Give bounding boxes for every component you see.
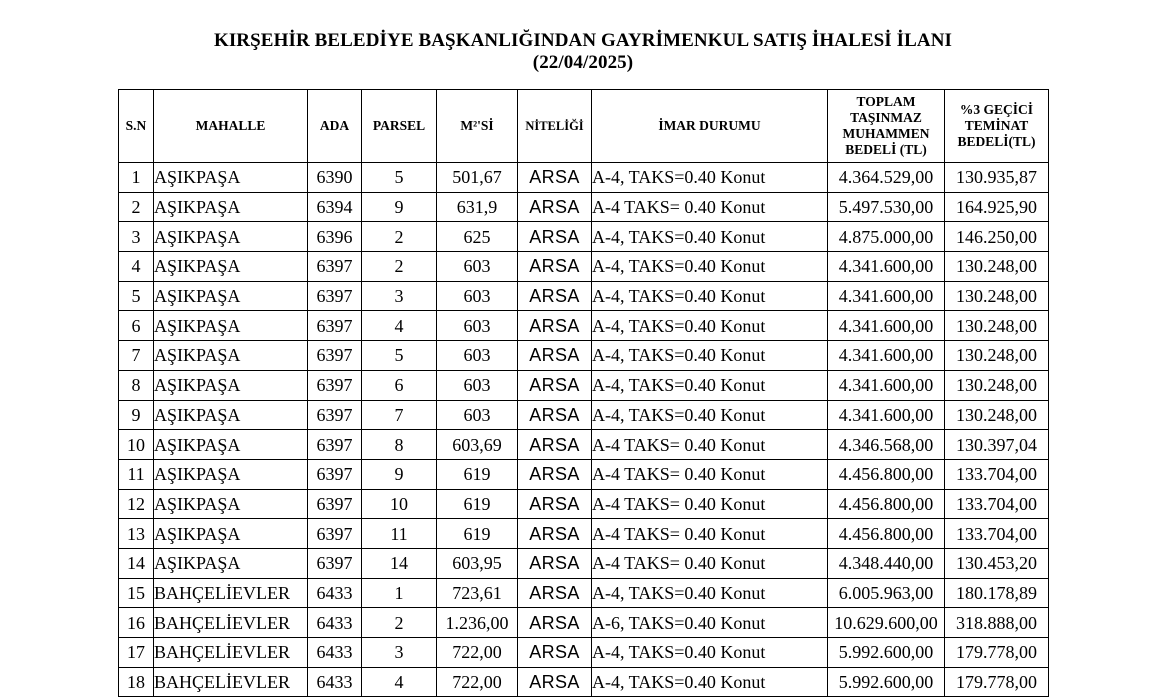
table-row (119, 578, 1049, 608)
table-row (119, 667, 1049, 697)
cell-nitelik: ARSA (518, 548, 592, 578)
cell-m2: 631,9 (437, 192, 518, 222)
cell-m2: 603 (437, 341, 518, 371)
cell-sn: 12 (119, 489, 154, 519)
cell-imar-durumu: A-6, TAKS=0.40 Konut (592, 608, 828, 638)
cell-parsel: 4 (362, 311, 437, 341)
cell-gecici-teminat: 130.248,00 (945, 311, 1049, 341)
table-row (119, 222, 1049, 252)
cell-mahalle: AŞIKPAŞA (154, 281, 308, 311)
cell-m2: 603 (437, 400, 518, 430)
table-row (119, 489, 1049, 519)
cell-parsel: 3 (362, 281, 437, 311)
cell-ada: 6394 (308, 192, 362, 222)
cell-imar-durumu: A-4 TAKS= 0.40 Konut (592, 519, 828, 549)
header-imar-durumu: İMAR DURUMU (592, 90, 828, 163)
cell-muhammen-bedel: 4.364.529,00 (828, 163, 945, 193)
table-row (119, 400, 1049, 430)
cell-m2: 722,00 (437, 667, 518, 697)
cell-gecici-teminat: 133.704,00 (945, 489, 1049, 519)
cell-muhammen-bedel: 4.341.600,00 (828, 370, 945, 400)
cell-m2: 603 (437, 370, 518, 400)
cell-gecici-teminat: 130.453,20 (945, 548, 1049, 578)
cell-parsel: 10 (362, 489, 437, 519)
cell-imar-durumu: A-4, TAKS=0.40 Konut (592, 638, 828, 668)
cell-parsel: 1 (362, 578, 437, 608)
cell-nitelik: ARSA (518, 370, 592, 400)
cell-m2: 619 (437, 519, 518, 549)
cell-gecici-teminat: 130.248,00 (945, 281, 1049, 311)
cell-muhammen-bedel: 4.341.600,00 (828, 400, 945, 430)
cell-sn: 3 (119, 222, 154, 252)
cell-ada: 6397 (308, 311, 362, 341)
table-row (119, 370, 1049, 400)
cell-muhammen-bedel: 5.992.600,00 (828, 667, 945, 697)
cell-sn: 16 (119, 608, 154, 638)
cell-sn: 7 (119, 341, 154, 371)
cell-m2: 603,95 (437, 548, 518, 578)
cell-muhammen-bedel: 10.629.600,00 (828, 608, 945, 638)
table-row (119, 608, 1049, 638)
cell-m2: 501,67 (437, 163, 518, 193)
table-row (119, 341, 1049, 371)
cell-parsel: 6 (362, 370, 437, 400)
cell-parsel: 4 (362, 667, 437, 697)
cell-m2: 603 (437, 281, 518, 311)
cell-nitelik: ARSA (518, 252, 592, 282)
cell-imar-durumu: A-4, TAKS=0.40 Konut (592, 578, 828, 608)
cell-muhammen-bedel: 4.341.600,00 (828, 281, 945, 311)
cell-mahalle: AŞIKPAŞA (154, 489, 308, 519)
cell-mahalle: AŞIKPAŞA (154, 341, 308, 371)
cell-sn: 1 (119, 163, 154, 193)
table-row (119, 638, 1049, 668)
cell-parsel: 5 (362, 163, 437, 193)
header-gecici-teminat-text: %3 GEÇİCİ TEMİNAT BEDELİ(TL) (957, 102, 1036, 149)
cell-nitelik: ARSA (518, 341, 592, 371)
cell-m2: 1.236,00 (437, 608, 518, 638)
header-parsel: PARSEL (362, 90, 437, 163)
cell-imar-durumu: A-4 TAKS= 0.40 Konut (592, 192, 828, 222)
cell-m2: 619 (437, 489, 518, 519)
header-toplam-bedel-text: TOPLAM TAŞINMAZ MUHAMMEN BEDELİ (TL) (842, 94, 930, 157)
cell-m2: 619 (437, 459, 518, 489)
header-m2: M²'Sİ (437, 90, 518, 163)
cell-imar-durumu: A-4, TAKS=0.40 Konut (592, 163, 828, 193)
cell-sn: 5 (119, 281, 154, 311)
cell-m2: 722,00 (437, 638, 518, 668)
cell-gecici-teminat: 180.178,89 (945, 578, 1049, 608)
cell-ada: 6397 (308, 281, 362, 311)
cell-gecici-teminat: 164.925,90 (945, 192, 1049, 222)
cell-imar-durumu: A-4 TAKS= 0.40 Konut (592, 430, 828, 460)
cell-gecici-teminat: 130.248,00 (945, 252, 1049, 282)
cell-muhammen-bedel: 4.456.800,00 (828, 489, 945, 519)
cell-nitelik: ARSA (518, 608, 592, 638)
cell-muhammen-bedel: 5.992.600,00 (828, 638, 945, 668)
header-niteligi: NİTELİĞİ (518, 90, 592, 163)
cell-sn: 11 (119, 459, 154, 489)
cell-mahalle: BAHÇELİEVLER (154, 578, 308, 608)
cell-imar-durumu: A-4 TAKS= 0.40 Konut (592, 459, 828, 489)
cell-m2: 603 (437, 252, 518, 282)
cell-muhammen-bedel: 4.346.568,00 (828, 430, 945, 460)
cell-imar-durumu: A-4, TAKS=0.40 Konut (592, 341, 828, 371)
cell-nitelik: ARSA (518, 400, 592, 430)
cell-nitelik: ARSA (518, 489, 592, 519)
cell-imar-durumu: A-4, TAKS=0.40 Konut (592, 370, 828, 400)
cell-imar-durumu: A-4, TAKS=0.40 Konut (592, 281, 828, 311)
cell-ada: 6397 (308, 400, 362, 430)
cell-parsel: 2 (362, 222, 437, 252)
cell-parsel: 9 (362, 192, 437, 222)
cell-gecici-teminat: 130.248,00 (945, 370, 1049, 400)
cell-muhammen-bedel: 6.005.963,00 (828, 578, 945, 608)
cell-sn: 17 (119, 638, 154, 668)
cell-muhammen-bedel: 4.341.600,00 (828, 252, 945, 282)
cell-mahalle: AŞIKPAŞA (154, 311, 308, 341)
cell-sn: 8 (119, 370, 154, 400)
table-row (119, 519, 1049, 549)
cell-muhammen-bedel: 5.497.530,00 (828, 192, 945, 222)
cell-nitelik: ARSA (518, 519, 592, 549)
table-row (119, 252, 1049, 282)
cell-ada: 6397 (308, 548, 362, 578)
cell-ada: 6396 (308, 222, 362, 252)
cell-sn: 9 (119, 400, 154, 430)
table-row (119, 163, 1049, 193)
cell-sn: 15 (119, 578, 154, 608)
cell-gecici-teminat: 133.704,00 (945, 459, 1049, 489)
cell-nitelik: ARSA (518, 430, 592, 460)
cell-mahalle: AŞIKPAŞA (154, 192, 308, 222)
cell-ada: 6397 (308, 459, 362, 489)
cell-ada: 6397 (308, 489, 362, 519)
cell-ada: 6397 (308, 519, 362, 549)
cell-sn: 6 (119, 311, 154, 341)
cell-m2: 625 (437, 222, 518, 252)
cell-ada: 6397 (308, 370, 362, 400)
cell-sn: 10 (119, 430, 154, 460)
cell-mahalle: AŞIKPAŞA (154, 548, 308, 578)
header-ada: ADA (308, 90, 362, 163)
cell-gecici-teminat: 130.397,04 (945, 430, 1049, 460)
cell-muhammen-bedel: 4.348.440,00 (828, 548, 945, 578)
cell-ada: 6433 (308, 667, 362, 697)
cell-nitelik: ARSA (518, 667, 592, 697)
cell-m2: 603 (437, 311, 518, 341)
cell-gecici-teminat: 318.888,00 (945, 608, 1049, 638)
cell-imar-durumu: A-4, TAKS=0.40 Konut (592, 667, 828, 697)
cell-mahalle: AŞIKPAŞA (154, 222, 308, 252)
cell-nitelik: ARSA (518, 281, 592, 311)
cell-gecici-teminat: 130.248,00 (945, 341, 1049, 371)
cell-gecici-teminat: 179.778,00 (945, 638, 1049, 668)
cell-nitelik: ARSA (518, 222, 592, 252)
cell-sn: 2 (119, 192, 154, 222)
cell-imar-durumu: A-4, TAKS=0.40 Konut (592, 252, 828, 282)
cell-ada: 6433 (308, 608, 362, 638)
cell-parsel: 2 (362, 252, 437, 282)
cell-ada: 6433 (308, 578, 362, 608)
cell-nitelik: ARSA (518, 192, 592, 222)
table-row (119, 548, 1049, 578)
table-header-row (119, 90, 1049, 163)
cell-mahalle: AŞIKPAŞA (154, 430, 308, 460)
cell-mahalle: BAHÇELİEVLER (154, 608, 308, 638)
cell-muhammen-bedel: 4.341.600,00 (828, 341, 945, 371)
cell-muhammen-bedel: 4.456.800,00 (828, 459, 945, 489)
cell-mahalle: AŞIKPAŞA (154, 252, 308, 282)
cell-sn: 4 (119, 252, 154, 282)
table-row (119, 430, 1049, 460)
cell-parsel: 2 (362, 608, 437, 638)
cell-ada: 6397 (308, 252, 362, 282)
table-row (119, 459, 1049, 489)
table-row (119, 281, 1049, 311)
cell-parsel: 3 (362, 638, 437, 668)
cell-mahalle: AŞIKPAŞA (154, 459, 308, 489)
cell-mahalle: AŞIKPAŞA (154, 370, 308, 400)
cell-sn: 18 (119, 667, 154, 697)
table-body (119, 163, 1049, 697)
header-gecici-teminat (945, 90, 1049, 163)
cell-m2: 723,61 (437, 578, 518, 608)
tender-table (118, 89, 1049, 697)
cell-muhammen-bedel: 4.456.800,00 (828, 519, 945, 549)
cell-muhammen-bedel: 4.875.000,00 (828, 222, 945, 252)
cell-parsel: 14 (362, 548, 437, 578)
cell-nitelik: ARSA (518, 311, 592, 341)
cell-muhammen-bedel: 4.341.600,00 (828, 311, 945, 341)
cell-nitelik: ARSA (518, 459, 592, 489)
cell-ada: 6390 (308, 163, 362, 193)
cell-parsel: 8 (362, 430, 437, 460)
cell-gecici-teminat: 130.935,87 (945, 163, 1049, 193)
cell-nitelik: ARSA (518, 638, 592, 668)
cell-ada: 6397 (308, 430, 362, 460)
document-title: KIRŞEHİR BELEDİYE BAŞKANLIĞINDAN GAYRİMENKUL SATIŞ İHALESİ İLANI (213, 30, 953, 51)
cell-mahalle: AŞIKPAŞA (154, 519, 308, 549)
cell-gecici-teminat: 146.250,00 (945, 222, 1049, 252)
cell-gecici-teminat: 133.704,00 (945, 519, 1049, 549)
table-row (119, 311, 1049, 341)
cell-parsel: 11 (362, 519, 437, 549)
cell-ada: 6397 (308, 341, 362, 371)
cell-nitelik: ARSA (518, 163, 592, 193)
cell-imar-durumu: A-4, TAKS=0.40 Konut (592, 222, 828, 252)
header-toplam-bedel (828, 90, 945, 163)
cell-gecici-teminat: 179.778,00 (945, 667, 1049, 697)
cell-sn: 14 (119, 548, 154, 578)
header-sn: S.N (119, 90, 154, 163)
cell-sn: 13 (119, 519, 154, 549)
cell-parsel: 5 (362, 341, 437, 371)
cell-mahalle: AŞIKPAŞA (154, 163, 308, 193)
cell-imar-durumu: A-4 TAKS= 0.40 Konut (592, 548, 828, 578)
cell-ada: 6433 (308, 638, 362, 668)
header-mahalle: MAHALLE (154, 90, 308, 163)
cell-m2: 603,69 (437, 430, 518, 460)
cell-mahalle: AŞIKPAŞA (154, 400, 308, 430)
cell-imar-durumu: A-4, TAKS=0.40 Konut (592, 311, 828, 341)
cell-parsel: 9 (362, 459, 437, 489)
document-date: (22/04/2025) (532, 52, 634, 73)
cell-nitelik: ARSA (518, 578, 592, 608)
cell-imar-durumu: A-4 TAKS= 0.40 Konut (592, 489, 828, 519)
cell-mahalle: BAHÇELİEVLER (154, 638, 308, 668)
cell-gecici-teminat: 130.248,00 (945, 400, 1049, 430)
cell-parsel: 7 (362, 400, 437, 430)
cell-imar-durumu: A-4, TAKS=0.40 Konut (592, 400, 828, 430)
table-row (119, 192, 1049, 222)
cell-mahalle: BAHÇELİEVLER (154, 667, 308, 697)
